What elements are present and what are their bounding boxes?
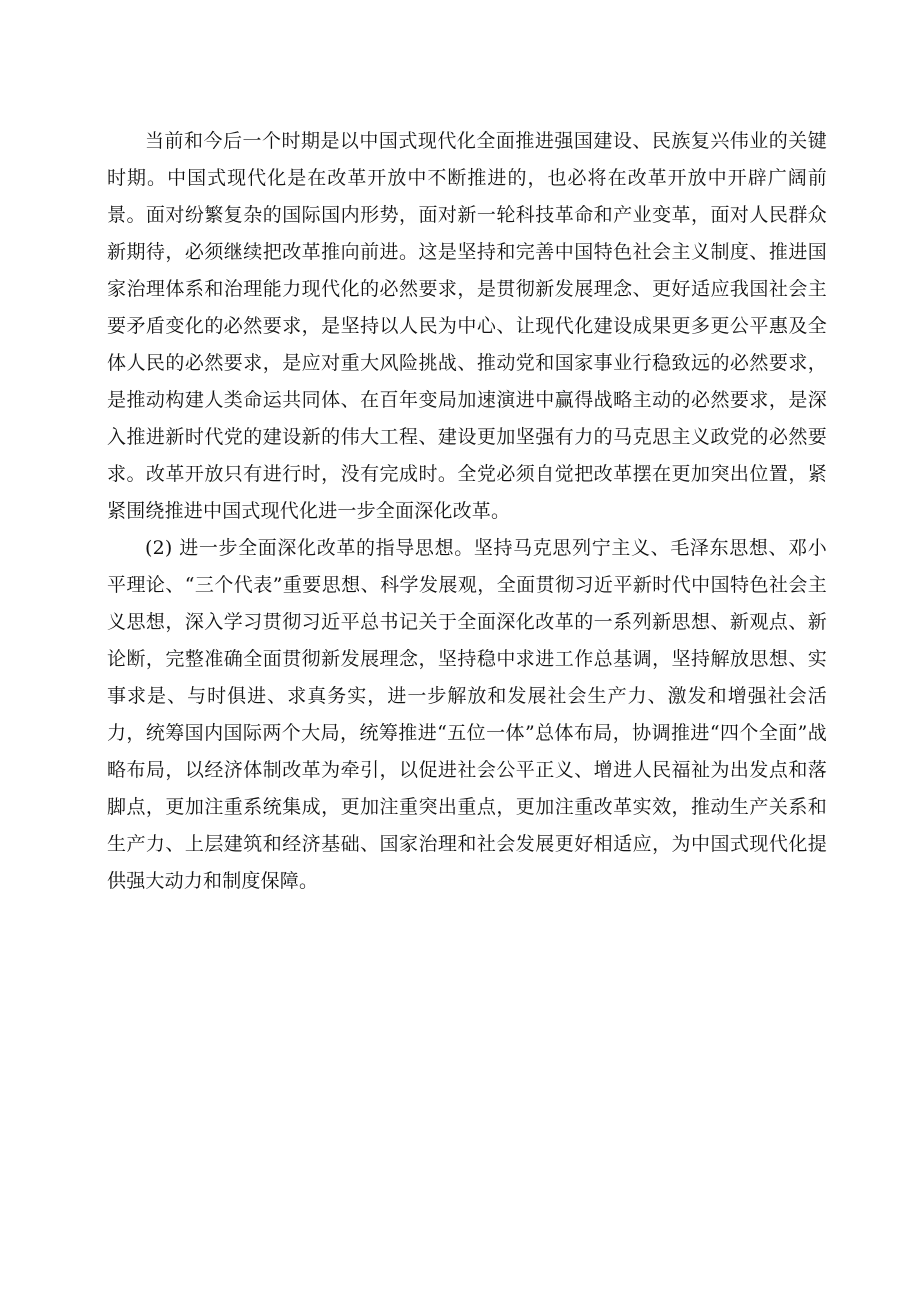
paragraph-guiding-ideology: (2) 进一步全面深化改革的指导思想。坚持马克思列宁主义、毛泽东思想、邓小平理论、“三个代表”重要思想、科学发展观，全面贯彻习近平新时代中国特色社会主义思想，深入学习贯彻习近平总书记关于全面深化改革的一系列新思想、新观点、新论断，完整准确全面贯彻新发展理念，坚持稳中求进工作总基调，坚持解放思想、实事求是、与时俱进、求真务实，进一步解放和发展社会生产力、激发和增强社会活力，统筹国内国际两个大局，统筹推进“五位一体”总体布局，协调推进“四个全面”战略布局，以经济体制改革为牵引，以促进社会公平正义、增进人民福祉为出发点和落脚点，更加注重系统集成，更加注重突出重点，更加注重改革实效，推动生产关系和生产力、上层建筑和经济基础、国家治理和社会发展更好相适应，为中国式现代化提供强大动力和制度保障。 bbox=[107, 537, 827, 892]
document-body bbox=[107, 123, 827, 900]
paragraph-context: 当前和今后一个时期是以中国式现代化全面推进强国建设、民族复兴伟业的关键时期。中国式现代化是在改革开放中不断推进的，也必将在改革开放中开辟广阔前景。面对纷繁复杂的国际国内形势，面对新一轮科技革命和产业变革，面对人民群众新期待，必须继续把改革推向前进。这是坚持和完善中国特色社会主义制度、推进国家治理体系和治理能力现代化的必然要求，是贯彻新发展理念、更好适应我国社会主要矛盾变化的必然要求，是坚持以人民为中心、让现代化建设成果更多更公平惠及全体人民的必然要求，是应对重大风险挑战、推动党和国家事业行稳致远的必然要求，是推动构建人类命运共同体、在百年变局加速演进中赢得战略主动的必然要求，是深入推进新时代党的建设新的伟大工程、建设更加坚强有力的马克思主义政党的必然要求。改革开放只有进行时，没有完成时。全党必须自觉把改革摆在更加突出位置，紧紧围绕推进中国式现代化进一步全面深化改革。 bbox=[107, 130, 827, 522]
